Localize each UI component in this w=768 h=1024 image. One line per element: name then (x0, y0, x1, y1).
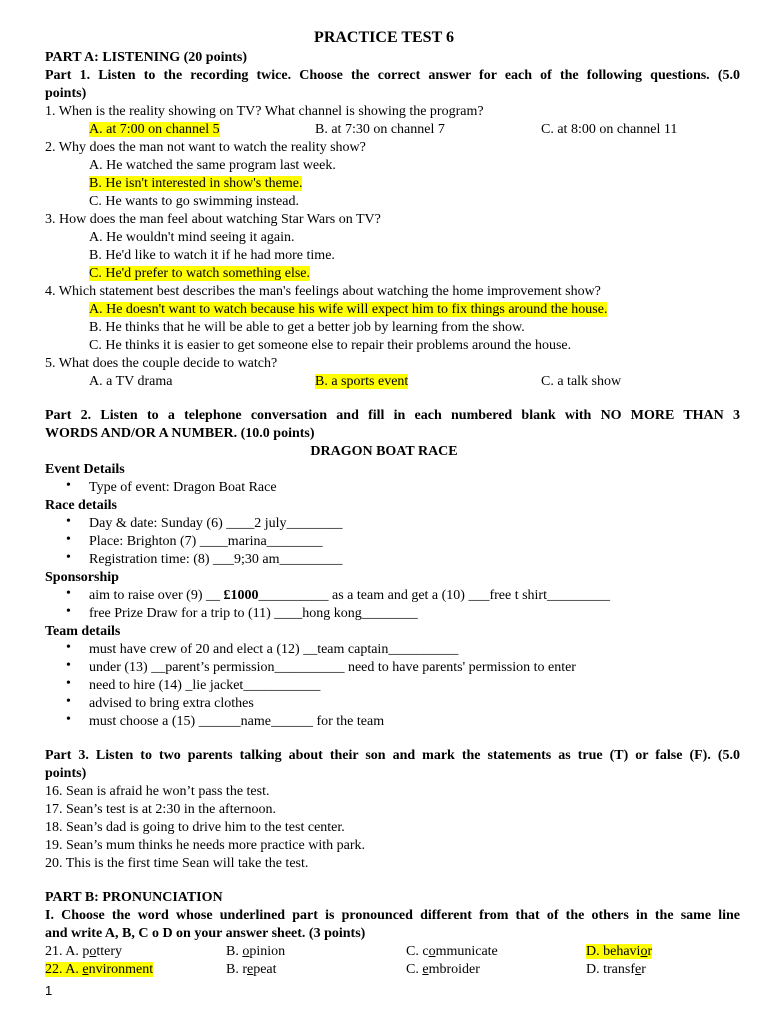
sponsorship-heading: Sponsorship (45, 570, 119, 585)
statement-19: 19. Sean’s mum thinks he needs more practice with park. (45, 838, 365, 853)
q22-option-a (45, 961, 153, 979)
pronunciation-instructions-cont: and write A, B, C o D on your answer sheet. (3 points) (45, 926, 366, 941)
part-a-heading: PART A: LISTENING (20 points) (45, 50, 248, 65)
q22-b-underlined: e (247, 962, 254, 977)
question-4: 4. Which statement best describes the man's feelings about watching the home improvement show? (45, 284, 601, 299)
q5-option-b-text: B. a sports event (315, 374, 409, 389)
q2-option-b (89, 175, 302, 193)
question-2: 2. Why does the man not want to watch the reality show? (45, 140, 366, 155)
q22-d-pre: D. transf (586, 962, 635, 977)
q21-d-highlight (586, 944, 652, 959)
q21-c-post: mmunicate (435, 944, 498, 959)
bullet-icon: • (66, 478, 71, 493)
sponsorship-aim (89, 587, 610, 605)
q3-option-b: B. He'd like to watch it if he had more time. (89, 248, 335, 263)
q4-option-a-text: A. He doesn't want to watch because his wife will expect him to fix things around the house. (89, 302, 608, 317)
q21-a-post: ttery (96, 944, 122, 959)
q21-option-d (586, 943, 652, 961)
bullet-icon: • (66, 694, 71, 709)
page-number: 1 (45, 983, 53, 998)
q21-d-underlined: o (640, 944, 648, 959)
q21-b-pre: B. (226, 944, 243, 959)
q5-option-b (315, 373, 408, 391)
bullet-icon: • (66, 514, 71, 529)
q21-c-pre: C. c (406, 944, 429, 959)
q21-b-post: pinion (249, 944, 286, 959)
q5-option-c: C. a talk show (541, 374, 622, 389)
sponsorship-amount: £1000 (223, 588, 259, 603)
q21-c-underlined: o (428, 944, 436, 959)
q2-option-b-text: B. He isn't interested in show's theme. (89, 176, 303, 191)
bullet-icon: • (66, 676, 71, 691)
statement-16: 16. Sean is afraid he won’t pass the test. (45, 784, 270, 799)
team-hire: need to hire (14) _lie jacket___________ (89, 678, 321, 693)
event-details-heading: Event Details (45, 462, 125, 477)
bullet-icon: • (66, 658, 71, 673)
q4-option-b: B. He thinks that he will be able to get a better job by learning from the show. (89, 320, 525, 335)
q22-c-post: mbroider (428, 962, 480, 977)
q22-c-underlined: e (422, 962, 429, 977)
q21-d-pre: D. behavi (586, 944, 641, 959)
form-title: DRAGON BOAT RACE (310, 444, 458, 459)
sponsorship-aim-post: __________ as a team and get a (10) ___free t shirt_________ (258, 588, 610, 603)
part3-heading-cont: points) (45, 766, 87, 781)
q2-option-a: A. He watched the same program last week. (89, 158, 336, 173)
sponsorship-aim-pre: aim to raise over (9) __ (89, 588, 224, 603)
bullet-icon: • (66, 550, 71, 565)
q2-option-c: C. He wants to go swimming instead. (89, 194, 299, 209)
part2-heading: Part 2. Listen to a telephone conversation and fill in each numbered blank with NO MORE THAN 3 (45, 408, 740, 423)
race-place: Place: Brighton (7) ____marina________ (89, 534, 323, 549)
bullet-icon: • (66, 604, 71, 619)
q22-a-post: nvironment (88, 962, 154, 977)
q22-option-b (226, 961, 277, 979)
statement-17: 17. Sean’s test is at 2:30 in the afternoon. (45, 802, 276, 817)
q22-b-post: peat (253, 962, 277, 977)
page-title: PRACTICE TEST 6 (314, 29, 454, 46)
q21-a-underlined: o (89, 944, 97, 959)
q21-option-a (45, 943, 122, 961)
q22-d-underlined: e (635, 962, 642, 977)
team-name: must choose a (15) ______name______ for the team (89, 714, 385, 729)
q3-option-c (89, 265, 310, 283)
part2-heading-cont: WORDS AND/OR A NUMBER. (10.0 points) (45, 426, 315, 441)
q1-option-a (89, 121, 220, 139)
q22-option-c (406, 961, 480, 979)
team-clothes: advised to bring extra clothes (89, 696, 254, 711)
bullet-icon: • (66, 712, 71, 727)
q21-a-pre: 21. A. p (45, 944, 90, 959)
team-age: under (13) __parent’s permission__________ need to have parents' permission to enter (89, 660, 576, 675)
q21-option-b (226, 943, 285, 961)
race-details-heading: Race details (45, 498, 117, 513)
q1-option-b: B. at 7:30 on channel 7 (315, 122, 445, 137)
part3-heading: Part 3. Listen to two parents talking about their son and mark the statements as true (T) or false (F). (5.0 (45, 748, 740, 763)
q4-option-a (89, 301, 607, 319)
q22-a-underlined: e (82, 962, 89, 977)
part1-heading-cont: points) (45, 86, 87, 101)
q22-a-highlight (45, 962, 153, 977)
q21-d-post: r (647, 944, 653, 959)
team-crew: must have crew of 20 and elect a (12) __team captain__________ (89, 642, 459, 657)
q5-option-a: A. a TV drama (89, 374, 173, 389)
q22-a-pre: 22. A. (45, 962, 83, 977)
part1-heading: Part 1. Listen to the recording twice. Choose the correct answer for each of the following questions. (5.0 (45, 68, 740, 83)
registration-time: Registration time: (8) ___9;30 am_________ (89, 552, 343, 567)
q3-option-a: A. He wouldn't mind seeing it again. (89, 230, 295, 245)
q21-b-underlined: o (242, 944, 250, 959)
bullet-icon: • (66, 640, 71, 655)
race-day-date: Day & date: Sunday (6) ____2 july________ (89, 516, 343, 531)
bullet-icon: • (66, 532, 71, 547)
q4-option-c: C. He thinks it is easier to get someone else to repair their problems around the house. (89, 338, 572, 353)
q22-d-post: r (641, 962, 646, 977)
bullet-icon: • (66, 586, 71, 601)
q1-option-c: C. at 8:00 on channel 11 (541, 122, 678, 137)
q22-option-d (586, 961, 646, 979)
question-5: 5. What does the couple decide to watch? (45, 356, 278, 371)
question-3: 3. How does the man feel about watching Star Wars on TV? (45, 212, 381, 227)
q22-c-pre: C. (406, 962, 423, 977)
event-type: Type of event: Dragon Boat Race (89, 480, 277, 495)
pronunciation-instructions: I. Choose the word whose underlined part is pronounced different from that of the others in the same line (45, 908, 740, 923)
statement-18: 18. Sean’s dad is going to drive him to the test center. (45, 820, 345, 835)
question-1: 1. When is the reality showing on TV? What channel is showing the program? (45, 104, 484, 119)
statement-20: 20. This is the first time Sean will take the test. (45, 856, 309, 871)
q21-option-c (406, 943, 498, 961)
prize-draw: free Prize Draw for a trip to (11) ____hong kong________ (89, 606, 418, 621)
part-b-heading: PART B: PRONUNCIATION (45, 890, 223, 905)
q3-option-c-text: C. He'd prefer to watch something else. (89, 266, 311, 281)
q1-option-a-text: A. at 7:00 on channel 5 (89, 122, 220, 137)
q22-b-pre: B. r (226, 962, 247, 977)
team-details-heading: Team details (45, 624, 121, 639)
